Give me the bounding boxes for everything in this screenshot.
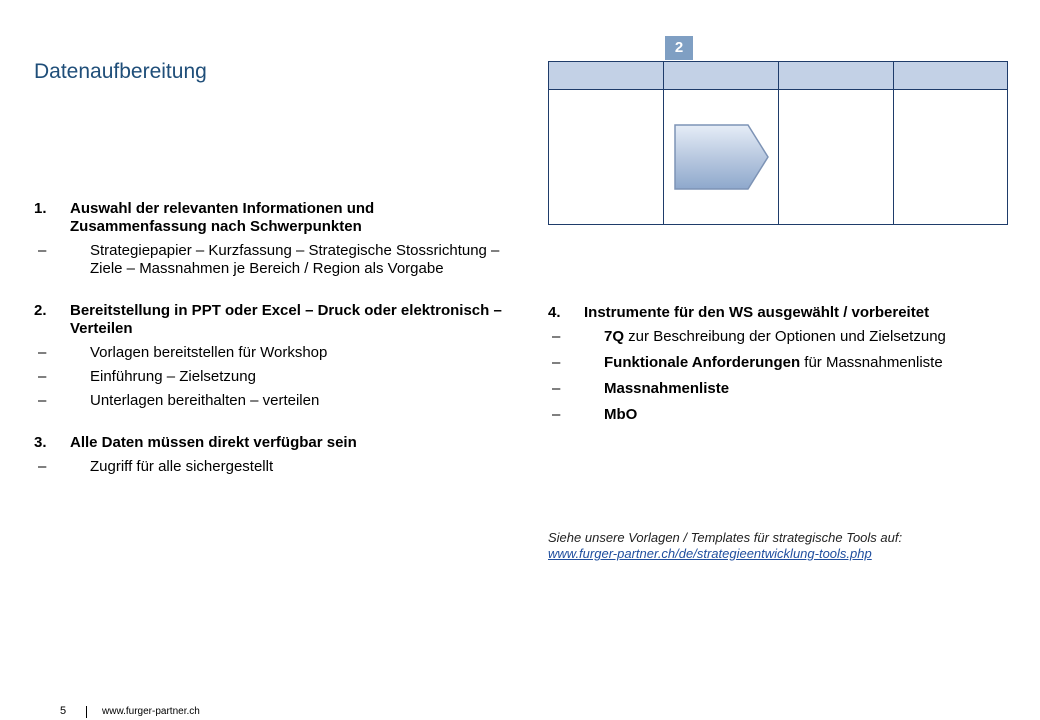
footer-divider [86, 706, 87, 718]
list-item [548, 304, 1018, 322]
sub-item [34, 368, 504, 386]
list-number: 3. [34, 434, 47, 451]
dash-bullet: – [38, 242, 47, 259]
right-list [548, 304, 1018, 424]
list-gap [34, 410, 504, 434]
sub-item [34, 344, 504, 362]
process-grid-divider [778, 62, 779, 224]
sub-item [34, 392, 504, 410]
sub-item-bold: 7Q [604, 328, 625, 345]
sub-item-rest: für Massnahmenliste [800, 354, 943, 371]
dash-bullet: – [552, 406, 561, 423]
process-arrow-icon [672, 121, 772, 193]
process-step-tab: 2 [665, 36, 693, 60]
page-number: 5 [60, 705, 67, 717]
sub-item [548, 380, 1018, 398]
list-text: Instrumente für den WS ausgewählt / vorbereitet [584, 304, 930, 321]
sub-item [548, 406, 1018, 424]
list-text: Bereitstellung in PPT oder Excel – Druck oder elektronisch – Verteilen [70, 302, 502, 337]
sub-item [548, 354, 1018, 372]
list-number: 2. [34, 302, 47, 319]
sub-item-text: Zugriff für alle sichergestellt [90, 458, 274, 475]
dash-bullet: – [552, 380, 561, 397]
sub-item-text [604, 328, 946, 346]
sub-item-text: Strategiepapier – Kurzfassung – Strategische Stossrichtung – Ziele – Massnahmen je Bereich / Region als Vorgabe [90, 242, 500, 277]
process-grid-divider [893, 62, 894, 224]
dash-bullet: – [552, 354, 561, 371]
sub-item [34, 242, 504, 278]
sub-item-bold: Massnahmenliste [604, 380, 730, 397]
templates-link[interactable]: www.furger-partner.ch/de/strategieentwicklung-tools.php [548, 546, 872, 561]
process-grid-divider [663, 62, 664, 224]
sub-item [34, 458, 504, 476]
list-number: 1. [34, 200, 47, 217]
sub-item-text [604, 380, 729, 398]
list-gap [34, 278, 504, 302]
sub-item [548, 328, 1018, 346]
dash-bullet: – [38, 458, 47, 475]
list-item [34, 302, 504, 338]
page-title: Datenaufbereitung [34, 60, 207, 83]
left-list [34, 200, 504, 476]
list-text: Alle Daten müssen direkt verfügbar sein [70, 434, 357, 451]
list-item [34, 200, 504, 236]
sub-item-text: Vorlagen bereitstellen für Workshop [90, 344, 328, 361]
dash-bullet: – [38, 368, 47, 385]
footer-url: www.furger-partner.ch [102, 706, 200, 717]
dash-bullet: – [552, 328, 561, 345]
sub-item-rest: zur Beschreibung der Optionen und Zielsetzung [624, 328, 946, 345]
sub-item-bold: MbO [604, 406, 638, 423]
list-number: 4. [548, 304, 561, 321]
sub-item-text [604, 354, 943, 372]
list-item [34, 434, 504, 452]
process-grid [548, 61, 1008, 225]
dash-bullet: – [38, 344, 47, 361]
note-text: Siehe unsere Vorlagen / Templates für strategische Tools auf: [548, 530, 903, 545]
list-text: Auswahl der relevanten Informationen und Zusammenfassung nach Schwerpunkten [70, 200, 375, 235]
sub-item-text: Einführung – Zielsetzung [90, 368, 256, 385]
templates-note [548, 530, 1008, 562]
sub-item-bold: Funktionale Anforderungen [604, 354, 801, 371]
sub-item-text: Unterlagen bereithalten – verteilen [90, 392, 320, 409]
dash-bullet: – [38, 392, 47, 409]
sub-item-text [604, 406, 637, 424]
